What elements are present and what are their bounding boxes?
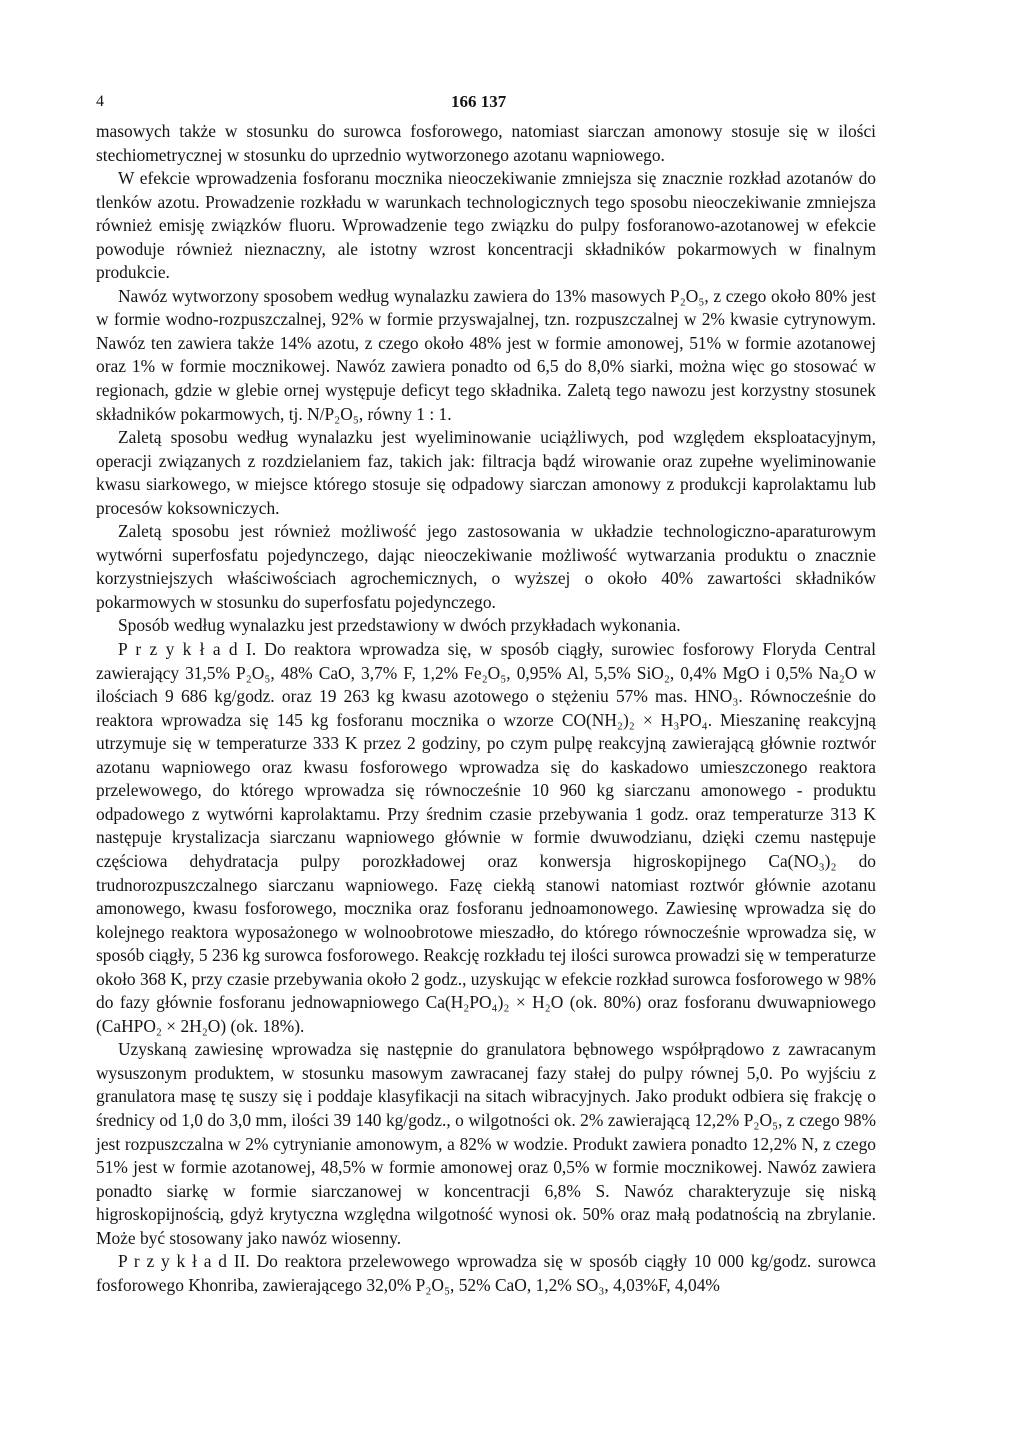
paragraph: Sposób według wynalazku jest przedstawiony w dwóch przykładach wykonania. [118,615,681,636]
paragraph: Uzyskaną zawiesinę wprowadza się następnie do granulatora bębnowego współprądowo z zawracanym wysuszonym produktem, w stosunku masowym zawracanej fazy stałej do pulpy równej 5,0. Po wyjściu z granulatora masę tę suszy się i poddaje klasyfikacji na sitach wibracyjnych. Jako produkt odbiera się frakcję o średnicy od 1,0 do 3,0 mm, ilości 39 140 kg/godz., o wilgotności ok. 2% zawierającą 12,2% P₂O₅, z czego 98% jest rozpuszczalna w 2% cytrynianie amonowym, a 82% w wodzie. Produkt zawiera ponadto 12,2% N, z czego 51% jest w formie azotanowej, 48,5% w formie amonowej oraz 0,5% w formie mocznikowej. Nawóz zawiera ponadto siarkę w formie siarczanowej w koncentracji 6,8% S. Nawóz charakteryzuje się niską higroskopijnością, gdyż krytyczna względna wilgotność wynosi ok. 50% oraz małą podatnością na zbrylanie. Może być stosowany jako nawóz wiosenny. [96,1039,876,1248]
paragraph: Zaletą sposobu według wynalazku jest wyeliminowanie uciążliwych, pod względem eksploatacyjnym, operacji związanych z rozdzielaniem faz, takich jak: filtracja bądź wirowanie oraz zupełne wyeliminowanie kwasu siarkowego, w miejsce którego stosuje się odpadowy siarczan amonowy z produkcji kaprolaktamu lub procesów koksowniczych. [96,427,876,518]
page-header [96,90,876,120]
page-number: 4 [96,93,104,110]
example-2-paragraph: P r z y k ł a d II. Do reaktora przelewowego wprowadza się w sposób ciągły 10 000 kg/godz. surowca fosforowego Khonriba, zawierającego 32,0% P₂O₅, 52% CaO, 1,2% SO₃, 4,03%F, 4,04% [96,1251,876,1295]
example-1-paragraph: P r z y k ł a d I. Do reaktora wprowadza się, w sposób ciągły, surowiec fosforowy Floryda Central zawierający 31,5% P₂O₅, 48% CaO, 3,7% F, 1,2% Fe₂O₅, 0,95% Al, 5,5% SiO₂, 0,4% MgO i 0,5% Na₂O w ilościach 9 686 kg/godz. oraz 19 263 kg kwasu azotowego o stężeniu 57% mas. HNO₃. Równocześnie do reaktora wprowadza się 145 kg fosforanu mocznika o wzorze CO(NH₂)₂ × H₃PO₄. Mieszaninę reakcyjną utrzymuje się w temperaturze 333 K przez 2 godziny, po czym pulpę reakcyjną zawierającą głównie roztwór azotanu wapniowego oraz kwasu fosforowego wprowadza się do kaskadowo umieszczonego reaktora przelewowego, do którego wprowadza się równocześnie 10 960 kg siarczanu amonowego - produktu odpadowego z wytwórni kaprolaktamu. Przy średnim czasie przebywania 1 godz. oraz temperaturze 313 K następuje krystalizacja siarczanu wapniowego głównie w formie dwuwodzianu, dzięki czemu następuje częściowa dehydratacja pulpy porozkładowej oraz konwersja higroskopijnego Ca(NO₃)₂ do trudnorozpuszczalnego siarczanu wapniowego. Fazę ciekłą stanowi natomiast roztwór głównie azotanu amonowego, kwasu fosforowego, mocznika oraz fosforanu jednoamonowego. Zawiesinę wprowadza się do kolejnego reaktora wyposażonego w wolnoobrotowe mieszadło, do którego równocześnie wprowadza się, w sposób ciągły, 5 236 kg surowca fosforowego. Reakcję rozkładu tej ilości surowca prowadzi się w temperaturze około 368 K, przy czasie przebywania około 2 godz., uzyskując w efekcie rozkład surowca fosforowego w 98% do fazy głównie fosforanu jednowapniowego Ca(H₂PO₄)₂ × H₂O (ok. 80%) oraz fosforanu dwuwapniowego (CaHPO₂ × 2H₂O) (ok. 18%). [96,639,876,1036]
body-text [96,120,876,1297]
paragraph: masowych także w stosunku do surowca fosforowego, natomiast siarczan amonowy stosuje się w ilości stechiometrycznej w stosunku do uprzednio wytworzonego azotanu wapniowego. [96,121,876,165]
paragraph: Nawóz wytworzony sposobem według wynalazku zawiera do 13% masowych P₂O₅, z czego około 80% jest w formie wodno-rozpuszczalnej, 92% w formie przyswajalnej, tzn. rozpuszczalnej w 2% kwasie cytrynowym. Nawóz ten zawiera także 14% azotu, z czego około 48% jest w formie amonowej, 51% w formie azotanowej oraz 1% w formie mocznikowej. Nawóz zawiera ponadto od 6,5 do 8,0% siarki, można więc go stosować w regionach, gdzie w glebie ornej występuje deficyt tego składnika. Zaletą tego nawozu jest korzystny stosunek składników pokarmowych, tj. N/P₂O₅, równy 1 : 1. [96,285,876,424]
document-page [96,90,876,1297]
paragraph: Zaletą sposobu jest również możliwość jego zastosowania w układzie technologiczno-aparaturowym wytwórni superfosfatu pojedynczego, dając nieoczekiwanie możliwość wytwarzania produktu o znacznie korzystniejszych właściwościach agrochemicznych, o wyższej o około 40% zawartości składników pokarmowych w stosunku do superfosfatu pojedynczego. [96,521,876,612]
patent-number: 166 137 [451,92,507,111]
paragraph: W efekcie wprowadzenia fosforanu mocznika nieoczekiwanie zmniejsza się znacznie rozkład azotanów do tlenków azotu. Prowadzenie rozkładu w warunkach technologicznych tego sposobu nieoczekiwanie zmniejsza również emisję związków fluoru. Wprowadzenie tego związku do pulpy fosforanowo-azotanowej w efekcie powoduje również nieznaczny, ale istotny wzrost koncentracji składników pokarmowych w finalnym produkcie. [96,168,876,283]
